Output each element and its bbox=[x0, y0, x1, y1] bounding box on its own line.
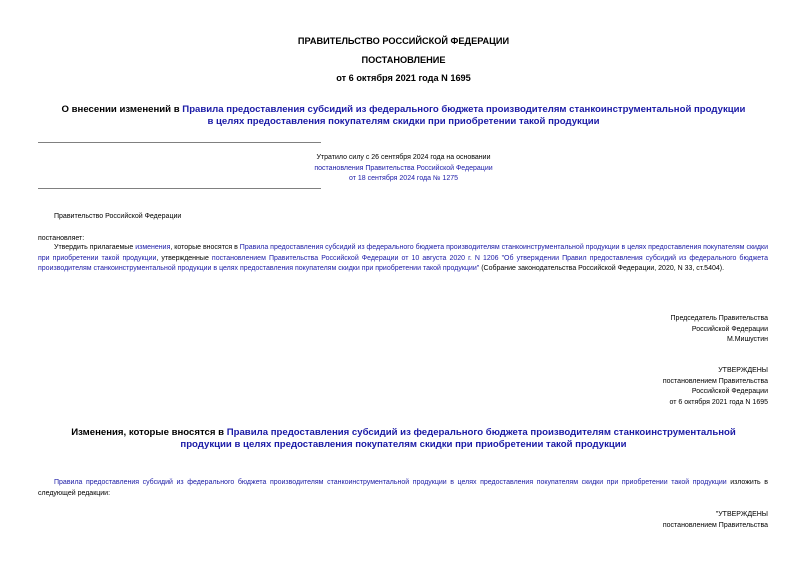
signature-line-3: М.Мишустин bbox=[726, 336, 768, 344]
government-line: Правительство Российской Федерации bbox=[54, 213, 182, 220]
approved-block-2 bbox=[663, 510, 768, 531]
document-title bbox=[60, 104, 747, 128]
p1-decree-link[interactable]: постановлением Правительства Российской Федерации от 10 августа 2020 г. N 1206 "Об утверждении Правил предоставления субсидий из федерального бюджета производителям станкоинструментальной продукции в целях предоставления покупателям скидки при приобретении такой продукции" bbox=[38, 254, 768, 273]
p1-changes-link[interactable]: изменения bbox=[135, 244, 171, 251]
resolves-line: постановляет: bbox=[38, 235, 85, 242]
p1-rules-link[interactable]: Правила предоставления субсидий из федерального бюджета производителям станкоинструментальной продукции в целях предоставления покупателям скидки при приобретении такой продукции bbox=[38, 244, 768, 262]
government-heading: ПРАВИТЕЛЬСТВО РОССИЙСКОЙ ФЕДЕРАЦИИ bbox=[297, 36, 510, 46]
signature-block bbox=[671, 314, 768, 346]
p2-rules-link[interactable]: Правила предоставления субсидий из федерального бюджета производителям станкоинструментальной продукции в целях предоставления покупателям скидки при приобретении такой продукции bbox=[54, 479, 727, 486]
title-rules-link[interactable]: Правила предоставления субсидий из федерального бюджета производителям станкоинструментальной продукции в целях предоставления покупателям скидки при приобретении такой продукции bbox=[182, 104, 746, 127]
approved-line-4: от 6 октября 2021 года N 1695 bbox=[669, 398, 768, 406]
approved-line-2: постановлением Правительства bbox=[662, 377, 768, 385]
p1-text-b: , которые вносятся в bbox=[170, 244, 240, 251]
p2-text: изложить в следующей редакции: bbox=[38, 479, 768, 497]
p1-text-d: (Собрание законодательства Российской Федерации, 2020, N 33, ст.5404). bbox=[479, 265, 725, 273]
notice-top-rule bbox=[38, 142, 321, 143]
notice-link-date[interactable]: от 18 сентября 2024 года № 1275 bbox=[348, 175, 459, 183]
paragraph-1 bbox=[38, 243, 768, 275]
notice-link-decree[interactable]: постановления Правительства Российской Федерации bbox=[314, 164, 493, 172]
paragraph-2 bbox=[38, 478, 768, 499]
p1-text-a: Утвердить прилагаемые bbox=[54, 244, 136, 251]
approved-block bbox=[663, 366, 768, 408]
notice-bottom-rule bbox=[38, 188, 321, 189]
changes-title bbox=[60, 427, 747, 451]
approved-line-3: Российской Федерации bbox=[691, 388, 768, 396]
changes-title-rules-link[interactable]: Правила предоставления субсидий из федерального бюджета производителям станкоинструментальной продукции в целях предоставления покупателям скидки при приобретении такой продукции bbox=[180, 427, 736, 450]
title-prefix: О внесении изменений в bbox=[61, 104, 183, 115]
approved-line-1: УТВЕРЖДЕНЫ bbox=[718, 367, 768, 374]
approved2-line-1: "УТВЕРЖДЕНЫ bbox=[715, 511, 768, 518]
p1-text-c: , утвержденные bbox=[156, 254, 212, 262]
notice-block bbox=[0, 153, 807, 185]
document-date-number: от 6 октября 2021 года N 1695 bbox=[336, 73, 471, 83]
signature-line-2: Российской Федерации bbox=[691, 325, 768, 333]
changes-title-prefix: Изменения, которые вносятся в bbox=[71, 427, 227, 438]
approved2-line-2: постановлением Правительства bbox=[662, 521, 768, 529]
signature-line-1: Председатель Правительства bbox=[670, 315, 768, 322]
notice-line-1: Утратило силу с 26 сентября 2024 года на основании bbox=[316, 154, 491, 161]
document-type-heading: ПОСТАНОВЛЕНИЕ bbox=[361, 55, 446, 65]
